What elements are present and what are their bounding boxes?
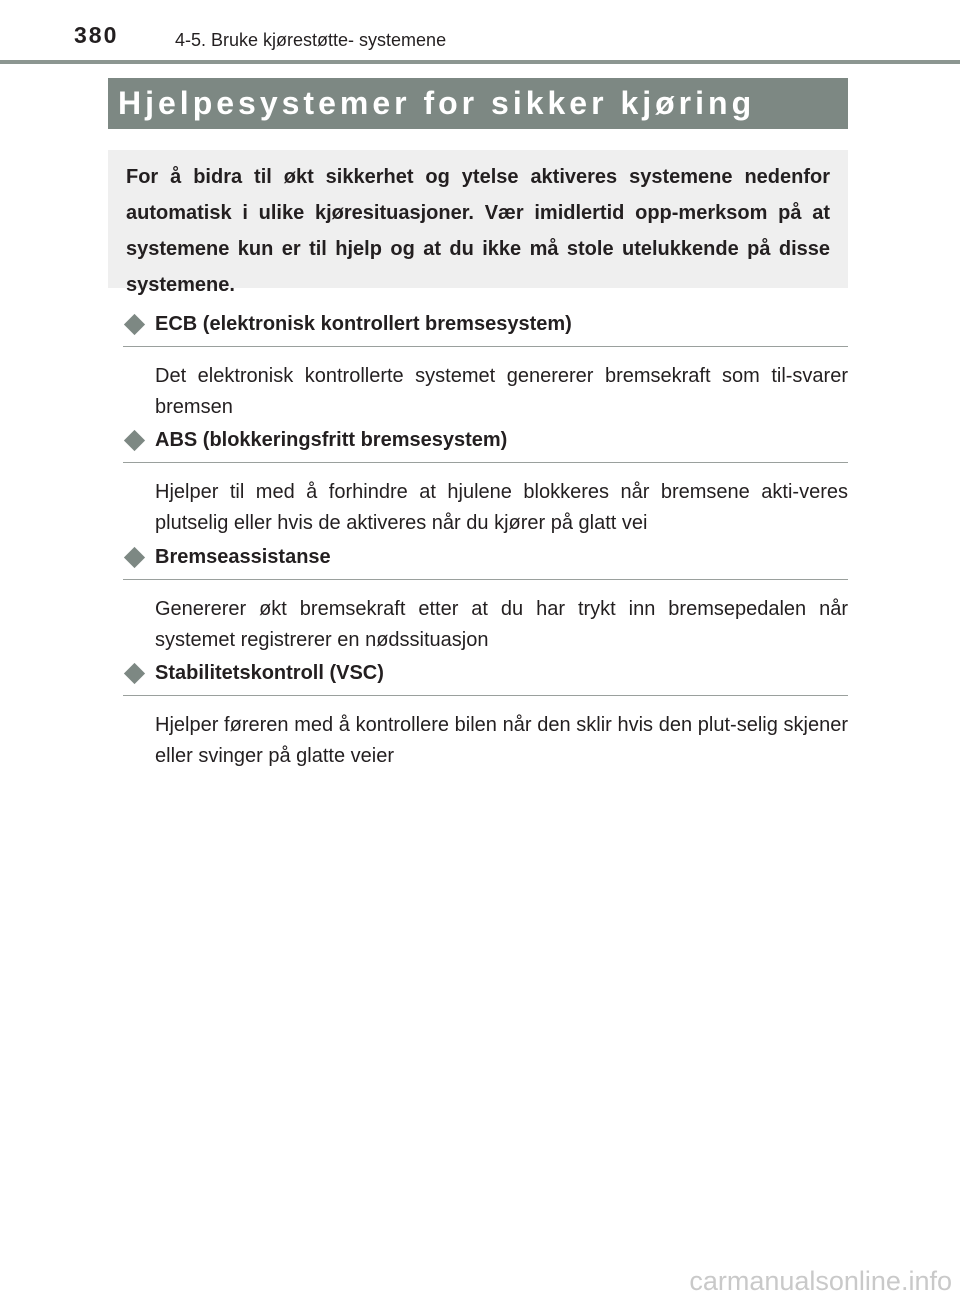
feature-item-vsc	[123, 661, 848, 772]
feature-item-ecb	[123, 312, 848, 423]
intro-box	[108, 150, 848, 296]
feature-description: Hjelper til med å forhindre at hjulene blokkeres når bremsene akti-veres plutselig eller hvis de aktiveres når du kjører på glatt vei	[155, 481, 848, 534]
feature-heading	[123, 545, 848, 580]
watermark: carmanualsonline.info	[689, 1266, 952, 1296]
feature-title: Bremseassistanse	[155, 546, 331, 568]
feature-heading	[123, 428, 848, 463]
diamond-bullet-icon	[124, 663, 145, 684]
diamond-bullet-icon	[124, 314, 145, 335]
diamond-bullet-icon	[124, 547, 145, 568]
section-title: Hjelpesystemer for sikker kjøring	[118, 85, 756, 121]
feature-title: Stabilitetskontroll (VSC)	[155, 662, 384, 684]
page-number: 380	[74, 22, 119, 48]
feature-description: Genererer økt bremsekraft etter at du har trykt inn bremsepedalen når systemet registrerer en nødssituasjon	[155, 598, 848, 651]
feature-description: Det elektronisk kontrollerte systemet genererer bremsekraft som til-svarer bremsen	[155, 365, 848, 418]
chapter-title: 4-5. Bruke kjørestøtte- systemene	[175, 30, 447, 50]
intro-text: For å bidra til økt sikkerhet og ytelse aktiveres systemene nedenfor automatisk i ulike kjøresituasjoner. Vær imidlertid opp-merksom på at systemene kun er til hjelp og at du ikke må stole utelukkende på disse systemene.	[126, 166, 830, 296]
feature-description: Hjelper føreren med å kontrollere bilen når den sklir hvis den plut-selig skjener eller svinger på glatte veier	[155, 714, 848, 767]
diamond-bullet-icon	[124, 430, 145, 451]
feature-item-abs	[123, 428, 848, 539]
header-divider	[0, 60, 960, 64]
feature-heading	[123, 661, 848, 696]
page-header	[0, 0, 960, 62]
feature-heading	[123, 312, 848, 347]
feature-title: ECB (elektronisk kontrollert bremsesystem)	[155, 313, 572, 335]
feature-item-brake-assist	[123, 545, 848, 656]
feature-title: ABS (blokkeringsfritt bremsesystem)	[155, 429, 508, 451]
section-banner	[108, 78, 848, 129]
